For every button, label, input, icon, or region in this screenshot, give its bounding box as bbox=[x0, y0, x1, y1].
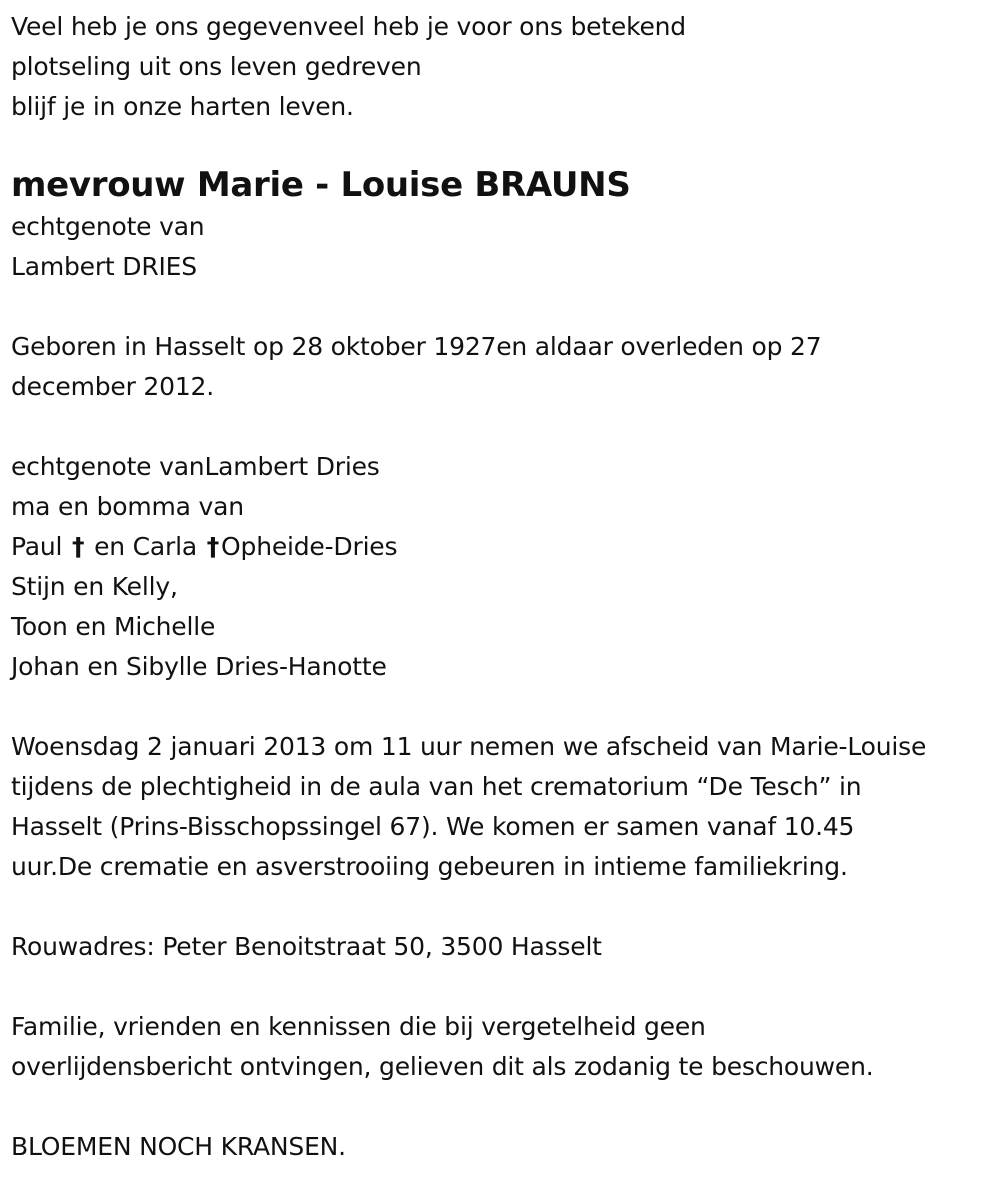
spacer bbox=[11, 287, 996, 327]
spouse-intro-line-1: echtgenote van bbox=[11, 212, 205, 241]
family-paul-carla-line bbox=[11, 527, 996, 567]
cross-icon: † bbox=[72, 532, 85, 561]
flowers-notice: BLOEMEN NOCH KRANSEN. bbox=[11, 1132, 346, 1161]
family-carla-suffix: Opheide-Dries bbox=[221, 532, 398, 561]
poem-line-3: blijf je in onze harten leven. bbox=[11, 92, 354, 121]
family-toon-line: Toon en Michelle bbox=[11, 612, 216, 641]
mourning-address: Rouwadres: Peter Benoitstraat 50, 3500 Hasselt bbox=[11, 932, 602, 961]
notice-line-1: Familie, vrienden en kennissen die bij vergetelheid geen bbox=[11, 1012, 706, 1041]
ceremony-line-3: Hasselt (Prins-Bisschopssingel 67). We komen er samen vanaf 10.45 bbox=[11, 812, 855, 841]
poem bbox=[11, 7, 996, 127]
poem-line-2: plotseling uit ons leven gedreven bbox=[11, 52, 422, 81]
spouse-intro bbox=[11, 207, 996, 287]
family-paul: Paul bbox=[11, 532, 63, 561]
family-mother-line: ma en bomma van bbox=[11, 492, 244, 521]
birth-death-line-1: Geboren in Hasselt op 28 oktober 1927en aldaar overleden op 27 bbox=[11, 332, 822, 361]
family-carla-prefix: en Carla bbox=[94, 532, 197, 561]
birth-death bbox=[11, 327, 996, 407]
notice-line-2: overlijdensbericht ontvingen, gelieven dit als zodanig te beschouwen. bbox=[11, 1052, 874, 1081]
family-stijn-line: Stijn en Kelly, bbox=[11, 572, 178, 601]
spacer bbox=[11, 687, 996, 727]
deceased-name: mevrouw Marie - Louise BRAUNS bbox=[11, 165, 631, 205]
spacer bbox=[11, 1087, 996, 1127]
poem-line-1: Veel heb je ons gegevenveel heb je voor ons betekend bbox=[11, 12, 686, 41]
birth-death-line-2: december 2012. bbox=[11, 372, 214, 401]
family-spouse-line: echtgenote vanLambert Dries bbox=[11, 452, 380, 481]
notice-paragraph bbox=[11, 1007, 996, 1087]
spacer bbox=[11, 967, 996, 1007]
ceremony-line-4: uur.De crematie en asverstrooiing gebeuren in intieme familiekring. bbox=[11, 852, 848, 881]
ceremony-line-2: tijdens de plechtigheid in de aula van het crematorium “De Tesch” in bbox=[11, 772, 862, 801]
cross-icon: † bbox=[206, 532, 220, 561]
obituary-document bbox=[11, 7, 996, 1167]
ceremony-paragraph bbox=[11, 727, 996, 887]
family-list bbox=[11, 447, 996, 687]
spacer bbox=[11, 407, 996, 447]
family-johan-line: Johan en Sibylle Dries-Hanotte bbox=[11, 652, 387, 681]
ceremony-line-1: Woensdag 2 januari 2013 om 11 uur nemen we afscheid van Marie-Louise bbox=[11, 732, 927, 761]
spacer bbox=[11, 887, 996, 927]
spouse-intro-line-2: Lambert DRIES bbox=[11, 252, 197, 281]
